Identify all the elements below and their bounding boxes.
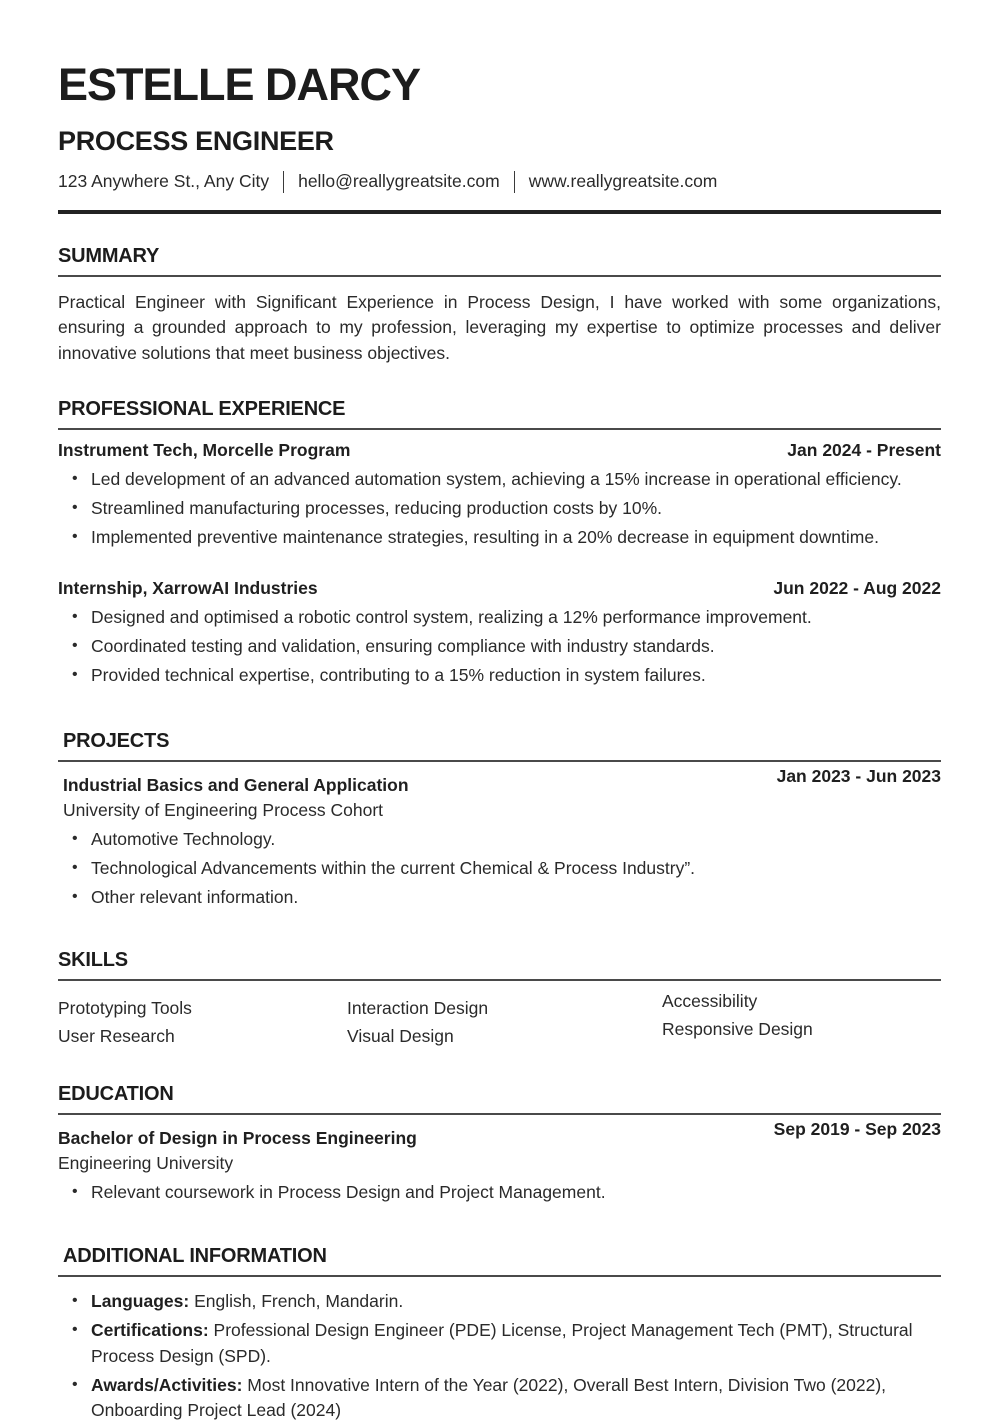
- resume-header: [58, 60, 941, 214]
- degree-title: Bachelor of Design in Process Engineering: [58, 1127, 417, 1148]
- header-divider: [58, 210, 941, 214]
- experience-entry: [58, 578, 941, 688]
- job-dates: Jun 2022 - Aug 2022: [773, 578, 941, 599]
- experience-section: [58, 398, 941, 688]
- education-heading: EDUCATION: [58, 1083, 941, 1115]
- skill-item: Accessibility: [662, 990, 758, 1011]
- education-section: [58, 1083, 941, 1206]
- project-entry-head: [58, 766, 941, 796]
- project-title: Industrial Basics and General Application: [63, 775, 409, 796]
- education-entry: [58, 1119, 941, 1206]
- education-bullet: • Relevant coursework in Process Design and Project Management.: [58, 1180, 941, 1206]
- experience-entry-head: [58, 578, 941, 599]
- contact-divider: [283, 171, 284, 193]
- summary-text: Practical Engineer with Significant Experience in Process Design, I have worked with some organizations, ensuring a grounded approach to my profession, leveraging my expertise to optimize processes and deliver innovative solutions that meet business objectives.: [58, 291, 941, 364]
- skill-item: Interaction Design: [347, 997, 489, 1018]
- job-bullet: • Coordinated testing and validation, ensuring compliance with industry standards.: [58, 634, 941, 660]
- contact-address: 123 Anywhere St., Any City: [58, 171, 270, 191]
- job-bullet-list: [58, 467, 941, 550]
- summary-section: [58, 245, 941, 368]
- education-school: Engineering University: [58, 1152, 234, 1173]
- skill-item: Visual Design: [347, 1025, 454, 1046]
- project-entry: [58, 766, 941, 910]
- additional-info-item: [58, 1373, 941, 1424]
- additional-info-list: [58, 1289, 941, 1424]
- experience-heading: PROFESSIONAL EXPERIENCE: [58, 398, 941, 430]
- project-bullet: • Automotive Technology.: [58, 827, 941, 853]
- person-name: ESTELLE DARCY: [58, 59, 421, 110]
- skills-column: [662, 984, 941, 1047]
- additional-info-item: [58, 1289, 941, 1315]
- projects-heading: PROJECTS: [58, 730, 941, 762]
- skills-column: [58, 991, 347, 1047]
- education-dates: Sep 2019 - Sep 2023: [773, 1118, 941, 1139]
- skill-item: User Research: [58, 1025, 175, 1046]
- contact-email: hello@reallygreatsite.com: [298, 171, 500, 191]
- summary-heading: SUMMARY: [58, 245, 941, 277]
- skill-item: Responsive Design: [662, 1018, 813, 1039]
- person-job-title: PROCESS ENGINEER: [58, 125, 334, 156]
- job-bullet: • Implemented preventive maintenance strategies, resulting in a 20% decrease in equipment downtime.: [58, 525, 941, 551]
- projects-section: [58, 730, 941, 910]
- additional-info-text: Professional Design Engineer (PDE) License, Project Management Tech (PMT), Structural Process Design (SPD).: [91, 1320, 913, 1366]
- job-title-text: Internship, XarrowAI Industries: [58, 578, 318, 599]
- job-bullet: • Led development of an advanced automation system, achieving a 15% increase in operational efficiency.: [58, 467, 941, 493]
- skills-column: [347, 991, 662, 1047]
- education-bullet-list: [58, 1180, 941, 1206]
- job-bullet: • Provided technical expertise, contributing to a 15% reduction in system failures.: [58, 663, 941, 689]
- contact-line: [58, 171, 941, 193]
- additional-info-section: [58, 1245, 941, 1424]
- skills-grid: [58, 991, 941, 1047]
- experience-entry-head: [58, 440, 941, 461]
- additional-info-label: Languages:: [91, 1291, 190, 1312]
- project-dates: Jan 2023 - Jun 2023: [776, 766, 941, 787]
- skill-item: Prototyping Tools: [58, 997, 192, 1018]
- project-bullet: • Other relevant information.: [58, 885, 941, 911]
- job-dates: Jan 2024 - Present: [787, 440, 941, 461]
- contact-divider: [514, 171, 515, 193]
- job-bullet: • Streamlined manufacturing processes, reducing production costs by 10%.: [58, 496, 941, 522]
- experience-entry: [58, 440, 941, 550]
- additional-info-label: Certifications:: [91, 1320, 209, 1341]
- project-bullet-list: [58, 827, 941, 910]
- job-bullet: • Designed and optimised a robotic control system, realizing a 12% performance improvement.: [58, 605, 941, 631]
- additional-info-text: Most Innovative Intern of the Year (2022), Overall Best Intern, Division Two (2022), Onboarding Project Lead (2024): [91, 1374, 887, 1421]
- job-title-text: Instrument Tech, Morcelle Program: [58, 440, 351, 461]
- skills-heading: SKILLS: [58, 949, 941, 981]
- project-subtitle: University of Engineering Process Cohort: [63, 800, 384, 821]
- education-entry-head: [58, 1119, 941, 1149]
- additional-info-heading: ADDITIONAL INFORMATION: [58, 1245, 941, 1277]
- skills-section: [58, 949, 941, 1047]
- job-bullet-list: [58, 605, 941, 688]
- project-bullet: • Technological Advancements within the current Chemical & Process Industry”.: [58, 856, 941, 882]
- contact-website: www.reallygreatsite.com: [528, 171, 718, 191]
- additional-info-text: English, French, Mandarin.: [189, 1291, 404, 1312]
- additional-info-label: Awards/Activities:: [91, 1374, 243, 1395]
- additional-info-item: [58, 1318, 941, 1369]
